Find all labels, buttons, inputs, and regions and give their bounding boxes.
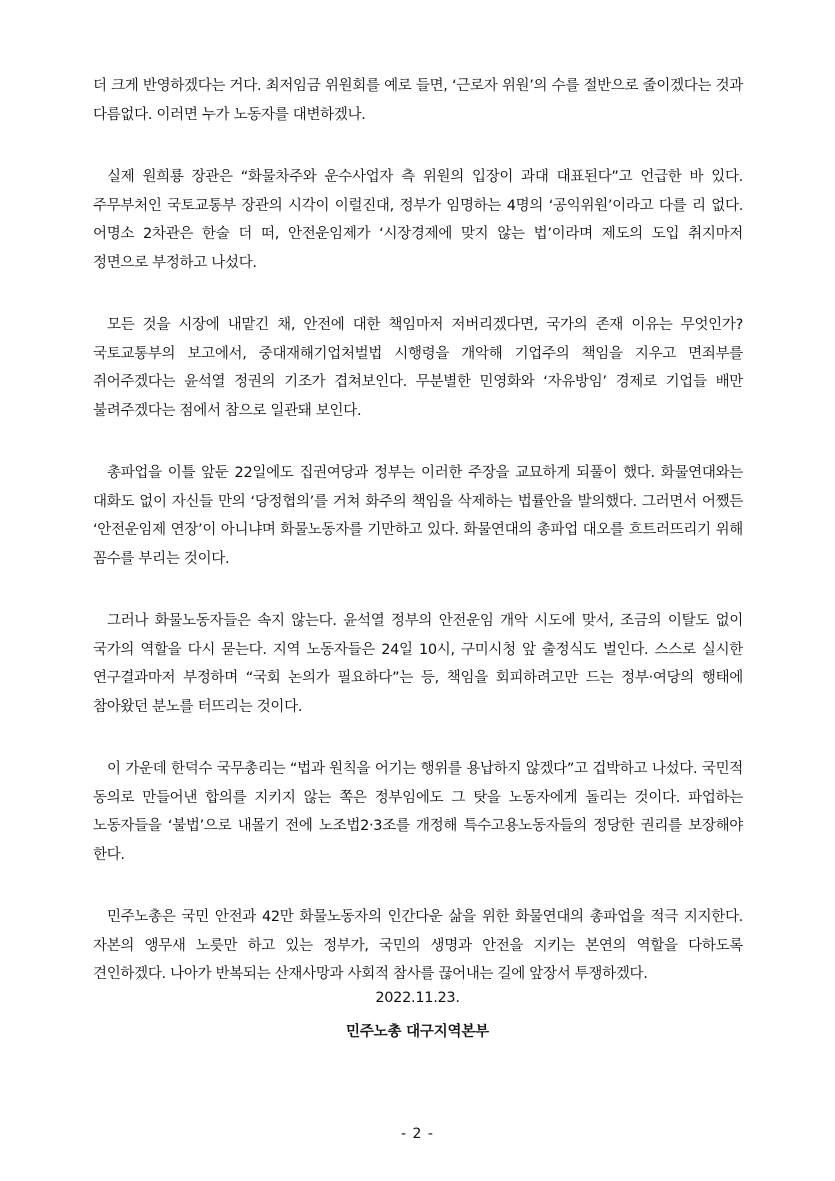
- issuing-organization: 민주노총 대구지역본부: [346, 1024, 489, 1040]
- document-body: [93, 72, 743, 1023]
- paragraph-continuation: 더 크게 반영하겠다는 거다. 최저임금 위원회를 예로 들면, ‘근로자 위원’의 수를 절반으로 줄이겠다는 것과 다름없다. 이러면 누가 노동자를 대변하겠나.: [93, 78, 743, 123]
- paragraph-ministers-remarks: 실제 원희룡 장관은 “화물차주와 운수사업자 측 위원의 입장이 과대 대표된다”고 언급한 바 있다. 주무부처인 국토교통부 장관의 시각이 이럴진대, 정부가 임명하는 4명의 ‘공익위원’이라고 다를 리 없다. 어명소 2차관은 한술 더 떠, 안전운임제가 ‘시장경제에 맞지 않는 법’이라며 제도의 도입 취지마저 정면으로 부정하고 나섰다.: [93, 169, 743, 271]
- paragraph-general-strike-eve: 총파업을 이틀 앞둔 22일에도 집권여당과 정부는 이러한 주장을 교묘하게 되풀이 했다. 화물연대와는 대화도 없이 자신들 만의 ‘당정협의’를 거쳐 화주의 책임을 삭제하는 법률안을 발의했다. 그러면서 어쨌든 ‘안전운임제 연장’이 아니냐며 화물노동자를 기만하고 있다. 화물연대의 총파업 대오를 흐트러뜨리기 위해 꼼수를 부리는 것이다.: [93, 465, 743, 567]
- statement-date: 2022.11.23.: [375, 990, 460, 1006]
- page-number: - 2 -: [401, 1126, 434, 1142]
- paragraph-state-responsibility: 모든 것을 시장에 내맡긴 채, 안전에 대한 책임마저 저버리겠다면, 국가의 존재 이유는 무엇인가? 국토교통부의 보고에서, 중대재해기업처벌법 시행령을 개악해 기업주의 책임을 지우고 면죄부를 쥐어주겠다는 윤석열 정권의 기조가 겹쳐보인다. 무분별한 민영화와 ‘자유방임’ 경제로 기업들 배만 불려주겠다는 점에서 참으로 일관돼 보인다.: [93, 317, 743, 419]
- paragraph-kctu-support: 민주노총은 국민 안전과 42만 화물노동자의 인간다운 삶을 위한 화물연대의 총파업을 적극 지지한다. 자본의 앵무새 노릇만 하고 있는 정부가, 국민의 생명과 안전을 지키는 본연의 역할을 다하도록 견인하겠다. 나아가 반복되는 산재사망과 사회적 참사를 끊어내는 길에 앞장서 투쟁하겠다.: [93, 909, 743, 982]
- paragraph-workers-resistance: 그러나 화물노동자들은 속지 않는다. 윤석열 정부의 안전운임 개악 시도에 맞서, 조금의 이탈도 없이 국가의 역할을 다시 묻는다. 지역 노동자들은 24일 10시, 구미시청 앞 출정식도 벌인다. 스스로 실시한 연구결과마저 부정하며 “국회 논의가 필요하다”는 등, 책임을 회피하려고만 드는 정부‧여당의 행태에 참아왔던 분노를 터뜨리는 것이다.: [93, 613, 743, 715]
- paragraph-prime-minister: 이 가운데 한덕수 국무총리는 “법과 원칙을 어기는 행위를 용납하지 않겠다”고 겁박하고 나섰다. 국민적 동의로 만들어낸 합의를 지키지 않는 쪽은 정부임에도 그 탓을 노동자에게 돌리는 것이다. 파업하는 노동자들을 ‘불법’으로 내몰기 전에 노조법2‧3조를 개정해 특수고용노동자들의 정당한 권리를 보장해야 한다.: [93, 761, 743, 863]
